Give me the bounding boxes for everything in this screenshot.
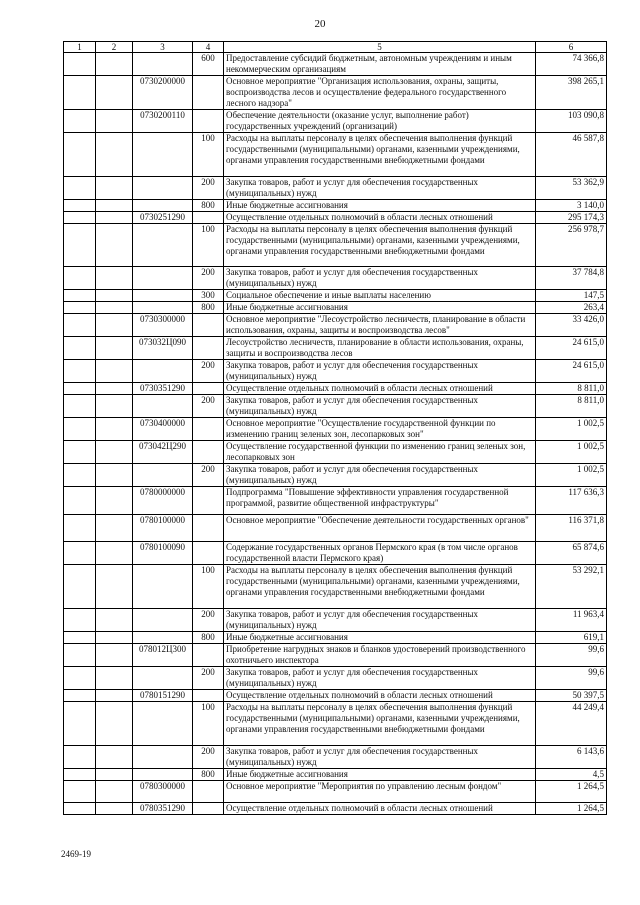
item-description-cell: Расходы на выплаты персоналу в целях обеспечения выполнения функций государственными (муниципальными) органами, казенными учреждениями, органами управления государственными внебюджетными фондами bbox=[224, 565, 536, 609]
col2-cell bbox=[96, 267, 133, 290]
expense-type-cell: 200 bbox=[193, 667, 224, 690]
table-row bbox=[64, 395, 607, 418]
classification-code-cell: 0780100090 bbox=[133, 542, 193, 565]
classification-code-cell: 0730200110 bbox=[133, 110, 193, 133]
classification-code-cell: 0780300000 bbox=[133, 781, 193, 803]
classification-code-cell bbox=[133, 177, 193, 200]
table-row bbox=[64, 337, 607, 360]
amount-cell: 46 587,8 bbox=[536, 133, 607, 177]
item-description-cell: Иные бюджетные ассигнования bbox=[224, 769, 536, 781]
expense-type-cell bbox=[193, 314, 224, 337]
classification-code-cell bbox=[133, 200, 193, 212]
col1-cell bbox=[64, 290, 96, 302]
amount-cell: 65 874,6 bbox=[536, 542, 607, 565]
expense-type-cell bbox=[193, 644, 224, 667]
col1-cell bbox=[64, 542, 96, 565]
expense-type-cell: 200 bbox=[193, 746, 224, 769]
expense-type-cell: 200 bbox=[193, 609, 224, 632]
col2-cell bbox=[96, 337, 133, 360]
item-description-cell: Иные бюджетные ассигнования bbox=[224, 302, 536, 314]
table-row bbox=[64, 53, 607, 76]
item-description-cell: Закупка товаров, работ и услуг для обеспечения государственных (муниципальных) нужд bbox=[224, 360, 536, 383]
item-description-cell: Закупка товаров, работ и услуг для обеспечения государственных (муниципальных) нужд bbox=[224, 177, 536, 200]
col1-cell bbox=[64, 803, 96, 815]
col1-cell bbox=[64, 769, 96, 781]
table-row bbox=[64, 177, 607, 200]
col2-cell bbox=[96, 702, 133, 746]
col2-cell bbox=[96, 395, 133, 418]
expense-type-cell: 300 bbox=[193, 290, 224, 302]
table-row bbox=[64, 314, 607, 337]
item-description-cell: Закупка товаров, работ и услуг для обеспечения государственных (муниципальных) нужд bbox=[224, 609, 536, 632]
classification-code-cell: 0780351290 bbox=[133, 803, 193, 815]
item-description-cell: Закупка товаров, работ и услуг для обеспечения государственных (муниципальных) нужд bbox=[224, 464, 536, 487]
classification-code-cell bbox=[133, 769, 193, 781]
amount-cell: 33 426,0 bbox=[536, 314, 607, 337]
amount-cell: 37 784,8 bbox=[536, 267, 607, 290]
amount-cell: 1 002,5 bbox=[536, 441, 607, 464]
expense-type-cell: 200 bbox=[193, 360, 224, 383]
col2-cell bbox=[96, 690, 133, 702]
amount-cell: 8 811,0 bbox=[536, 383, 607, 395]
table-row bbox=[64, 418, 607, 441]
col2-cell bbox=[96, 769, 133, 781]
col2-cell bbox=[96, 383, 133, 395]
table-row bbox=[64, 803, 607, 815]
col2-cell bbox=[96, 609, 133, 632]
col2-cell bbox=[96, 746, 133, 769]
col1-cell bbox=[64, 267, 96, 290]
expense-type-cell bbox=[193, 487, 224, 515]
col2-cell bbox=[96, 565, 133, 609]
table-row bbox=[64, 644, 607, 667]
classification-code-cell bbox=[133, 53, 193, 76]
expense-type-cell: 800 bbox=[193, 302, 224, 314]
expense-type-cell: 200 bbox=[193, 464, 224, 487]
item-description-cell: Приобретение нагрудных знаков и бланков удостоверений производственного охотничьего инспектора bbox=[224, 644, 536, 667]
item-description-cell: Закупка товаров, работ и услуг для обеспечения государственных (муниципальных) нужд bbox=[224, 267, 536, 290]
expense-type-cell bbox=[193, 542, 224, 565]
col1-cell bbox=[64, 337, 96, 360]
table-row bbox=[64, 746, 607, 769]
expense-type-cell bbox=[193, 690, 224, 702]
col1-cell bbox=[64, 200, 96, 212]
table-row bbox=[64, 267, 607, 290]
table-row bbox=[64, 565, 607, 609]
item-description-cell: Основное мероприятие "Обеспечение деятельности государственных органов" bbox=[224, 515, 536, 542]
item-description-cell: Основное мероприятие "Организация использования, охраны, защиты, воспроизводства лесов и осуществление федерального государственного лесного надзора" bbox=[224, 76, 536, 110]
col2-cell bbox=[96, 632, 133, 644]
table-row bbox=[64, 632, 607, 644]
table-row bbox=[64, 212, 607, 224]
amount-cell: 8 811,0 bbox=[536, 395, 607, 418]
col1-cell bbox=[64, 565, 96, 609]
item-description-cell: Иные бюджетные ассигнования bbox=[224, 632, 536, 644]
col2-cell bbox=[96, 302, 133, 314]
classification-code-cell: 0780151290 bbox=[133, 690, 193, 702]
col1-cell bbox=[64, 690, 96, 702]
amount-cell: 263,4 bbox=[536, 302, 607, 314]
col1-cell bbox=[64, 418, 96, 441]
expense-type-cell: 100 bbox=[193, 133, 224, 177]
table-body bbox=[64, 53, 607, 815]
item-description-cell: Социальное обеспечение и иные выплаты населению bbox=[224, 290, 536, 302]
item-description-cell: Закупка товаров, работ и услуг для обеспечения государственных (муниципальных) нужд bbox=[224, 746, 536, 769]
table-row bbox=[64, 360, 607, 383]
amount-cell: 99,6 bbox=[536, 667, 607, 690]
classification-code-cell: 078012Ц300 bbox=[133, 644, 193, 667]
col2-cell bbox=[96, 76, 133, 110]
col1-cell bbox=[64, 746, 96, 769]
classification-code-cell bbox=[133, 224, 193, 267]
table-row bbox=[64, 609, 607, 632]
classification-code-cell bbox=[133, 609, 193, 632]
item-description-cell: Осуществление отдельных полномочий в области лесных отношений bbox=[224, 383, 536, 395]
col1-cell bbox=[64, 302, 96, 314]
classification-code-cell bbox=[133, 290, 193, 302]
header-col-1: 1 bbox=[64, 42, 96, 53]
col2-cell bbox=[96, 133, 133, 177]
amount-cell: 1 264,5 bbox=[536, 803, 607, 815]
expense-type-cell: 600 bbox=[193, 53, 224, 76]
col1-cell bbox=[64, 632, 96, 644]
amount-cell: 117 636,3 bbox=[536, 487, 607, 515]
expense-type-cell bbox=[193, 383, 224, 395]
expense-type-cell: 200 bbox=[193, 267, 224, 290]
col2-cell bbox=[96, 487, 133, 515]
amount-cell: 99,6 bbox=[536, 644, 607, 667]
expense-type-cell bbox=[193, 110, 224, 133]
item-description-cell: Подпрограмма "Повышение эффективности управления государственной программой, развитие общественной инфраструктуры" bbox=[224, 487, 536, 515]
col2-cell bbox=[96, 418, 133, 441]
amount-cell: 4,5 bbox=[536, 769, 607, 781]
item-description-cell: Осуществление отдельных полномочий в области лесных отношений bbox=[224, 690, 536, 702]
col1-cell bbox=[64, 487, 96, 515]
amount-cell: 147,5 bbox=[536, 290, 607, 302]
col2-cell bbox=[96, 515, 133, 542]
col2-cell bbox=[96, 464, 133, 487]
classification-code-cell bbox=[133, 464, 193, 487]
amount-cell: 50 397,5 bbox=[536, 690, 607, 702]
classification-code-cell bbox=[133, 632, 193, 644]
table-row bbox=[64, 487, 607, 515]
header-col-5: 5 bbox=[224, 42, 536, 53]
classification-code-cell bbox=[133, 360, 193, 383]
col1-cell bbox=[64, 609, 96, 632]
classification-code-cell bbox=[133, 746, 193, 769]
classification-code-cell bbox=[133, 267, 193, 290]
table-row bbox=[64, 383, 607, 395]
amount-cell: 3 140,0 bbox=[536, 200, 607, 212]
expense-type-cell bbox=[193, 441, 224, 464]
classification-code-cell: 0780100000 bbox=[133, 515, 193, 542]
item-description-cell: Расходы на выплаты персоналу в целях обеспечения выполнения функций государственными (муниципальными) органами, казенными учреждениями, органами управления государственными внебюджетными фондами bbox=[224, 224, 536, 267]
expense-type-cell: 200 bbox=[193, 177, 224, 200]
table-row bbox=[64, 515, 607, 542]
amount-cell: 116 371,8 bbox=[536, 515, 607, 542]
col1-cell bbox=[64, 383, 96, 395]
amount-cell: 103 090,8 bbox=[536, 110, 607, 133]
expense-type-cell bbox=[193, 418, 224, 441]
amount-cell: 74 366,8 bbox=[536, 53, 607, 76]
table-row bbox=[64, 290, 607, 302]
item-description-cell: Осуществление государственной функции по изменению границ зеленых зон, лесопарковых зон bbox=[224, 441, 536, 464]
amount-cell: 398 265,1 bbox=[536, 76, 607, 110]
header-col-2: 2 bbox=[96, 42, 133, 53]
classification-code-cell: 073042Ц290 bbox=[133, 441, 193, 464]
col2-cell bbox=[96, 803, 133, 815]
amount-cell: 53 292,1 bbox=[536, 565, 607, 609]
classification-code-cell bbox=[133, 702, 193, 746]
expense-type-cell: 800 bbox=[193, 200, 224, 212]
item-description-cell: Обеспечение деятельности (оказание услуг, выполнение работ) государственных учреждений (организаций) bbox=[224, 110, 536, 133]
table-row bbox=[64, 667, 607, 690]
footer-code: 2469-19 bbox=[61, 849, 91, 859]
col2-cell bbox=[96, 314, 133, 337]
expense-type-cell: 800 bbox=[193, 632, 224, 644]
col2-cell bbox=[96, 781, 133, 803]
col2-cell bbox=[96, 360, 133, 383]
classification-code-cell bbox=[133, 565, 193, 609]
expense-type-cell: 800 bbox=[193, 769, 224, 781]
expense-type-cell bbox=[193, 781, 224, 803]
header-col-3: 3 bbox=[133, 42, 193, 53]
amount-cell: 1 264,5 bbox=[536, 781, 607, 803]
col1-cell bbox=[64, 110, 96, 133]
table-row bbox=[64, 690, 607, 702]
col1-cell bbox=[64, 212, 96, 224]
expense-type-cell bbox=[193, 212, 224, 224]
table-row bbox=[64, 781, 607, 803]
classification-code-cell bbox=[133, 395, 193, 418]
col1-cell bbox=[64, 667, 96, 690]
col1-cell bbox=[64, 76, 96, 110]
col1-cell bbox=[64, 360, 96, 383]
item-description-cell: Основное мероприятие "Лесоустройство лесничеств, планирование в области использования, охраны, защиты и воспроизводства лесов" bbox=[224, 314, 536, 337]
item-description-cell: Основное мероприятие "Осуществление государственной функции по изменению границ зеленых зон, лесопарковых зон" bbox=[224, 418, 536, 441]
item-description-cell: Лесоустройство лесничеств, планирование в области использования, охраны, защиты и воспроизводства лесов bbox=[224, 337, 536, 360]
classification-code-cell bbox=[133, 667, 193, 690]
amount-cell: 619,1 bbox=[536, 632, 607, 644]
col2-cell bbox=[96, 224, 133, 267]
item-description-cell: Осуществление отдельных полномочий в области лесных отношений bbox=[224, 212, 536, 224]
item-description-cell: Предоставление субсидий бюджетным, автономным учреждениям и иным некоммерческим организациям bbox=[224, 53, 536, 76]
col2-cell bbox=[96, 667, 133, 690]
table-row bbox=[64, 224, 607, 267]
item-description-cell: Осуществление отдельных полномочий в области лесных отношений bbox=[224, 803, 536, 815]
col1-cell bbox=[64, 464, 96, 487]
col1-cell bbox=[64, 441, 96, 464]
item-description-cell: Расходы на выплаты персоналу в целях обеспечения выполнения функций государственными (муниципальными) органами, казенными учреждениями, органами управления государственными внебюджетными фондами bbox=[224, 133, 536, 177]
header-col-4: 4 bbox=[193, 42, 224, 53]
classification-code-cell: 073032Ц090 bbox=[133, 337, 193, 360]
col1-cell bbox=[64, 644, 96, 667]
amount-cell: 53 362,9 bbox=[536, 177, 607, 200]
amount-cell: 11 963,4 bbox=[536, 609, 607, 632]
expense-type-cell bbox=[193, 803, 224, 815]
table-row bbox=[64, 200, 607, 212]
table-row bbox=[64, 76, 607, 110]
col1-cell bbox=[64, 53, 96, 76]
col2-cell bbox=[96, 290, 133, 302]
col2-cell bbox=[96, 212, 133, 224]
classification-code-cell: 0730200000 bbox=[133, 76, 193, 110]
table-header-row bbox=[64, 42, 607, 53]
item-description-cell: Расходы на выплаты персоналу в целях обеспечения выполнения функций государственными (муниципальными) органами, казенными учреждениями, органами управления государственными внебюджетными фондами bbox=[224, 702, 536, 746]
col1-cell bbox=[64, 314, 96, 337]
item-description-cell: Закупка товаров, работ и услуг для обеспечения государственных (муниципальных) нужд bbox=[224, 395, 536, 418]
item-description-cell: Иные бюджетные ассигнования bbox=[224, 200, 536, 212]
table-row bbox=[64, 302, 607, 314]
table-row bbox=[64, 702, 607, 746]
classification-code-cell: 0730300000 bbox=[133, 314, 193, 337]
classification-code-cell: 0730400000 bbox=[133, 418, 193, 441]
amount-cell: 6 143,6 bbox=[536, 746, 607, 769]
classification-code-cell: 0730351290 bbox=[133, 383, 193, 395]
expense-type-cell bbox=[193, 76, 224, 110]
header-col-6: 6 bbox=[536, 42, 607, 53]
col2-cell bbox=[96, 177, 133, 200]
col2-cell bbox=[96, 53, 133, 76]
classification-code-cell bbox=[133, 133, 193, 177]
table-row bbox=[64, 110, 607, 133]
table-row bbox=[64, 464, 607, 487]
col1-cell bbox=[64, 133, 96, 177]
col2-cell bbox=[96, 644, 133, 667]
item-description-cell: Содержание государственных органов Пермского края (в том числе органов государственной власти Пермского края) bbox=[224, 542, 536, 565]
expense-type-cell: 200 bbox=[193, 395, 224, 418]
expense-type-cell: 100 bbox=[193, 702, 224, 746]
col2-cell bbox=[96, 542, 133, 565]
expense-type-cell bbox=[193, 515, 224, 542]
page-number: 20 bbox=[314, 18, 326, 30]
table-row bbox=[64, 769, 607, 781]
table-row bbox=[64, 441, 607, 464]
amount-cell: 1 002,5 bbox=[536, 464, 607, 487]
amount-cell: 256 978,7 bbox=[536, 224, 607, 267]
col1-cell bbox=[64, 177, 96, 200]
budget-table bbox=[63, 41, 607, 815]
amount-cell: 24 615,0 bbox=[536, 337, 607, 360]
amount-cell: 295 174,3 bbox=[536, 212, 607, 224]
expense-type-cell: 100 bbox=[193, 224, 224, 267]
col1-cell bbox=[64, 224, 96, 267]
table-row bbox=[64, 133, 607, 177]
col2-cell bbox=[96, 200, 133, 212]
col1-cell bbox=[64, 702, 96, 746]
classification-code-cell: 0730251290 bbox=[133, 212, 193, 224]
col2-cell bbox=[96, 441, 133, 464]
table-row bbox=[64, 542, 607, 565]
amount-cell: 44 249,4 bbox=[536, 702, 607, 746]
item-description-cell: Закупка товаров, работ и услуг для обеспечения государственных (муниципальных) нужд bbox=[224, 667, 536, 690]
classification-code-cell bbox=[133, 302, 193, 314]
expense-type-cell bbox=[193, 337, 224, 360]
col1-cell bbox=[64, 781, 96, 803]
col1-cell bbox=[64, 515, 96, 542]
amount-cell: 24 615,0 bbox=[536, 360, 607, 383]
col2-cell bbox=[96, 110, 133, 133]
amount-cell: 1 002,5 bbox=[536, 418, 607, 441]
item-description-cell: Основное мероприятие "Мероприятия по управлению лесным фондом" bbox=[224, 781, 536, 803]
expense-type-cell: 100 bbox=[193, 565, 224, 609]
col1-cell bbox=[64, 395, 96, 418]
classification-code-cell: 0780000000 bbox=[133, 487, 193, 515]
